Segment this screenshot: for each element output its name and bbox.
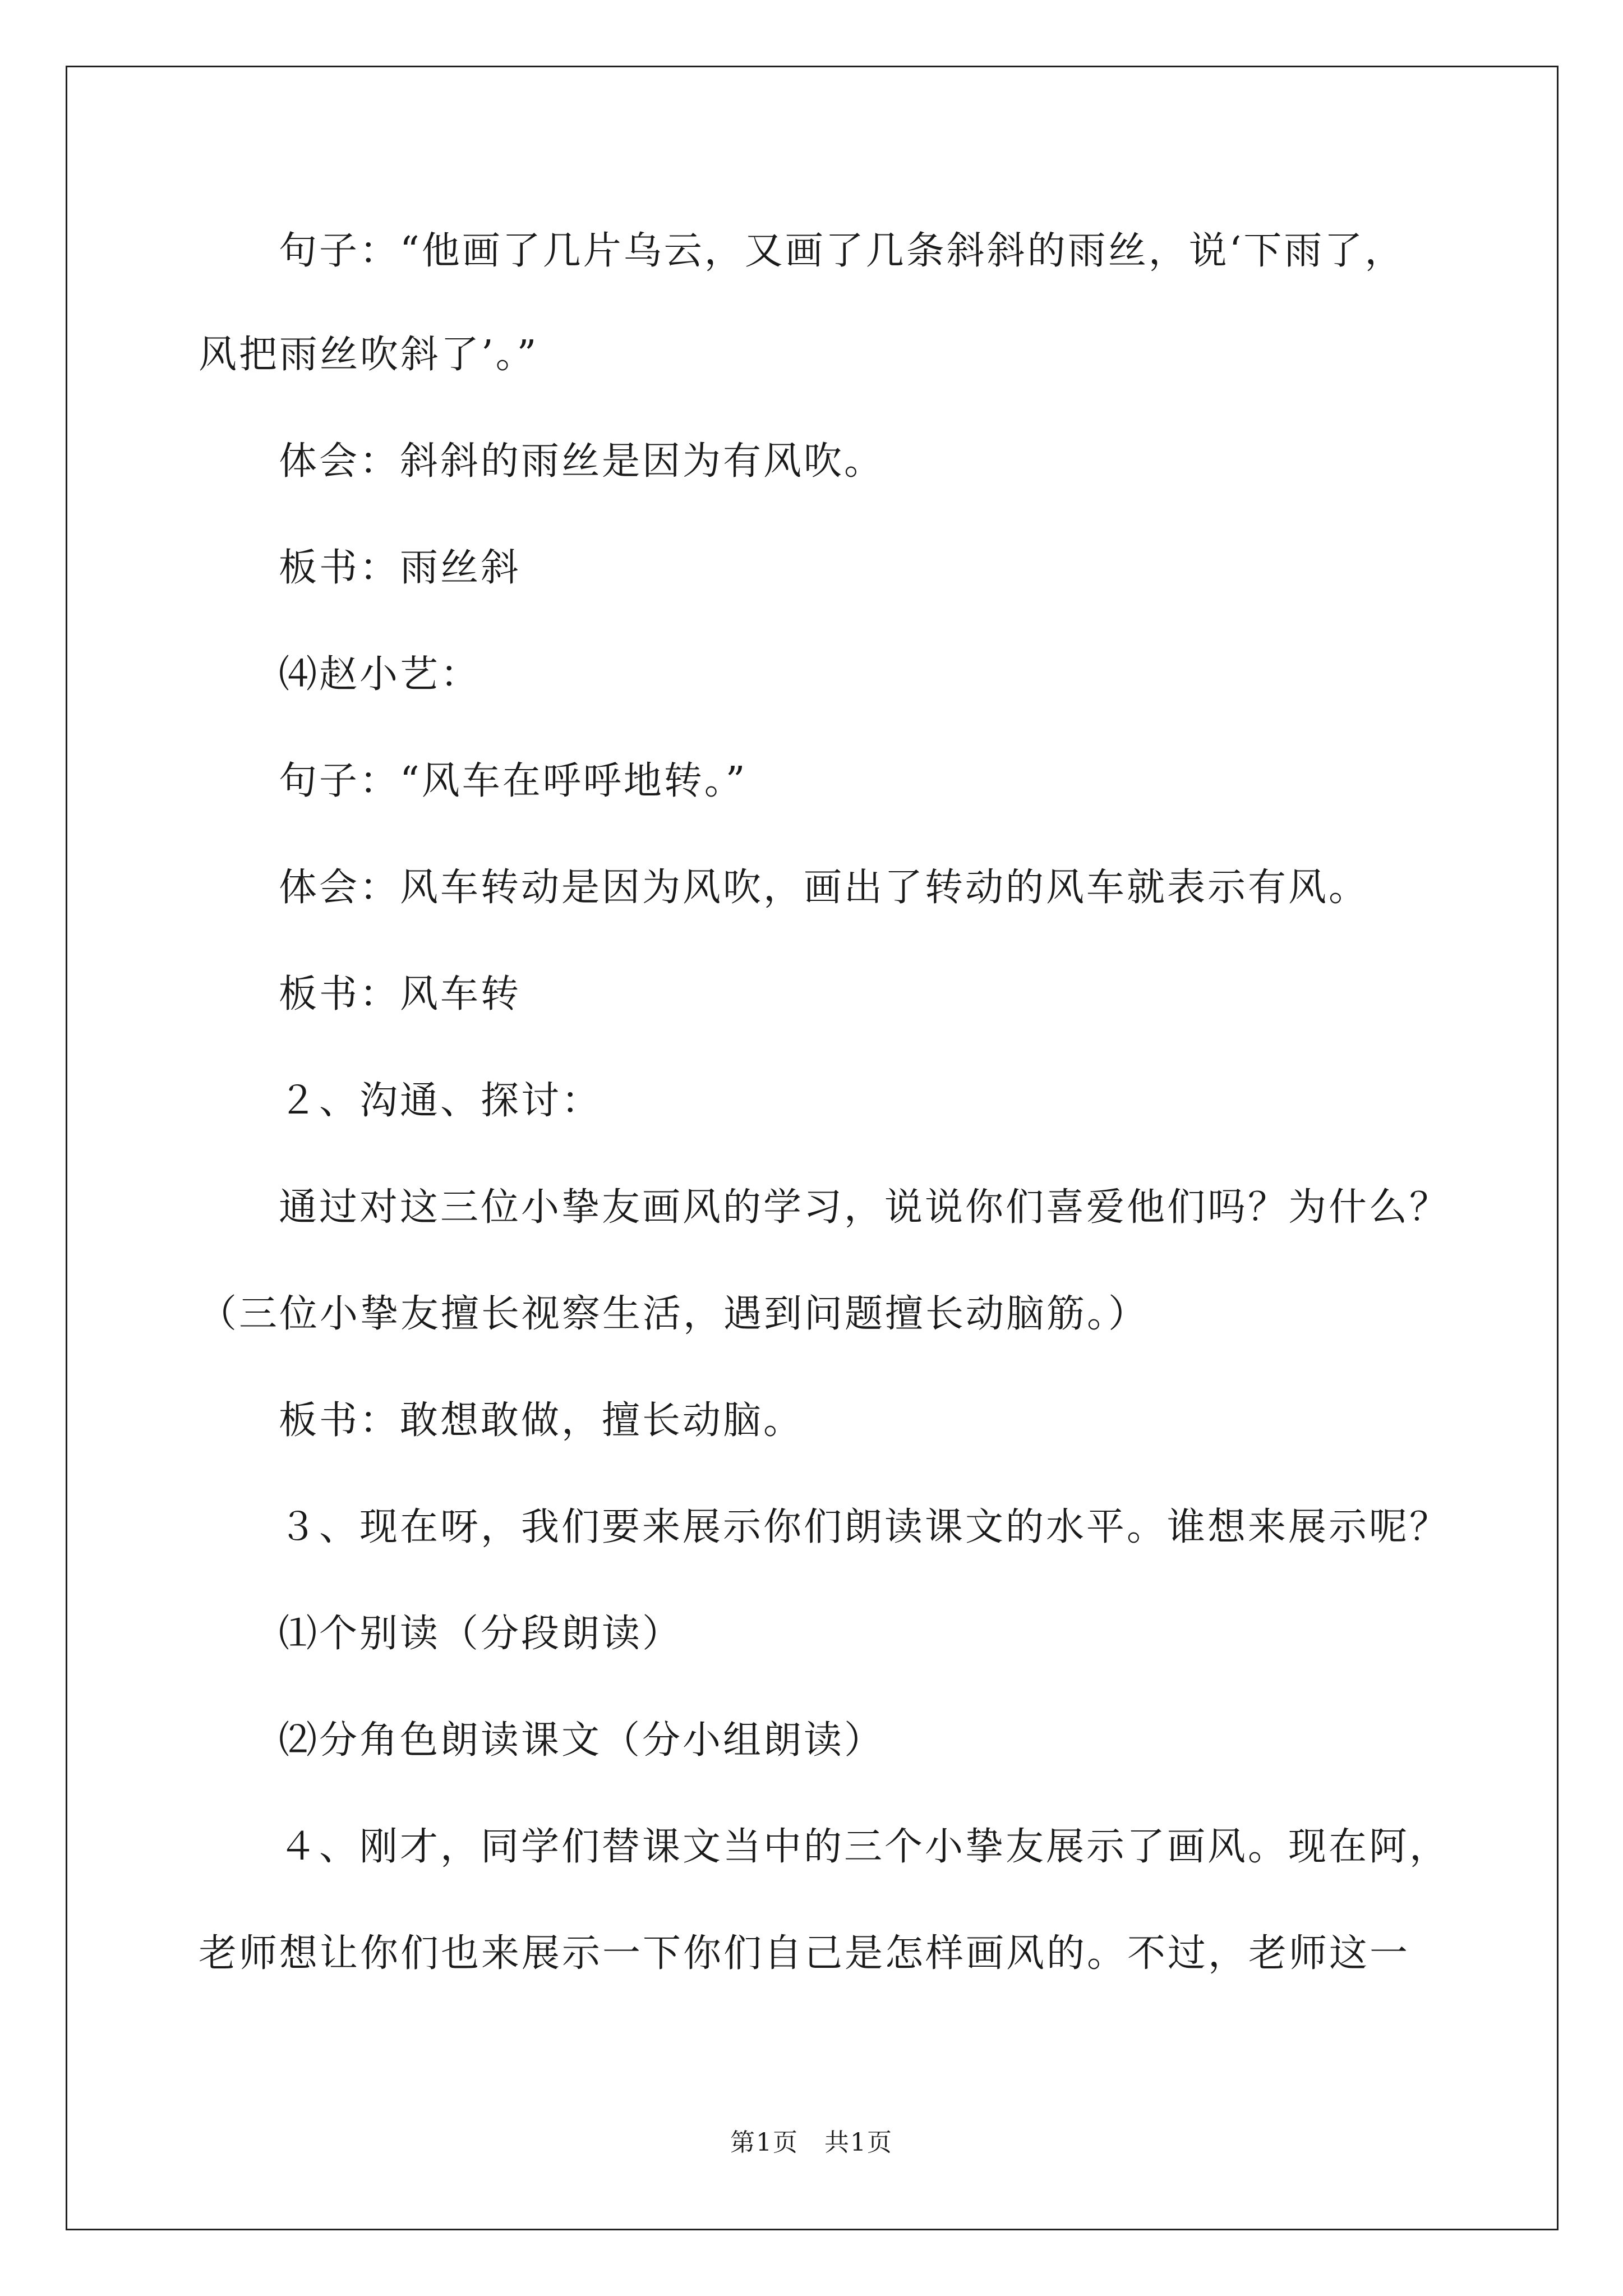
text-line-1: 句子：“他画了几片乌云，又画了几条斜斜的雨丝，说‘下雨了， (279, 229, 1405, 273)
text-line-13: ３、现在呀，我们要来展示你们朗读课文的水平。谁想来展示呢？ (279, 1505, 1450, 1549)
text-line-6: 句子：“风车在呼呼地转。” (279, 759, 748, 803)
text-line-5: ⑷赵小艺： (279, 652, 481, 697)
text-line-15: ⑵分角色朗读课文（分小组朗读） (279, 1718, 885, 1763)
text-line-2: 风把雨丝吹斜了’。” (199, 333, 539, 377)
text-line-11: （三位小挚友擅长视察生活，遇到问题擅长动脑筋。） (199, 1292, 1149, 1336)
text-line-16: ４、刚才，同学们替课文当中的三个小挚友展示了画风。现在阿， (279, 1825, 1450, 1869)
page-footer: 第1页 共1页 (730, 2128, 893, 2157)
text-line-9: ２、沟通、探讨： (279, 1079, 602, 1123)
text-line-14: ⑴个别读（分段朗读） (279, 1612, 683, 1656)
text-line-4: 板书：雨丝斜 (279, 546, 522, 590)
text-line-12: 板书：敢想敢做，擅长动脑。 (279, 1398, 804, 1443)
text-line-3: 体会：斜斜的雨丝是因为有风吹。 (279, 439, 885, 484)
text-line-10: 通过对这三位小挚友画风的学习，说说你们喜爱他们吗？为什么？ (279, 1185, 1450, 1230)
text-line-17: 老师想让你们也来展示一下你们自己是怎样画风的。不过，老师这一 (199, 1931, 1410, 1976)
text-line-7: 体会：风车转动是因为风吹，画出了转动的风车就表示有风。 (279, 866, 1370, 910)
text-line-8: 板书：风车转 (279, 972, 522, 1016)
page-border (66, 66, 1559, 2230)
